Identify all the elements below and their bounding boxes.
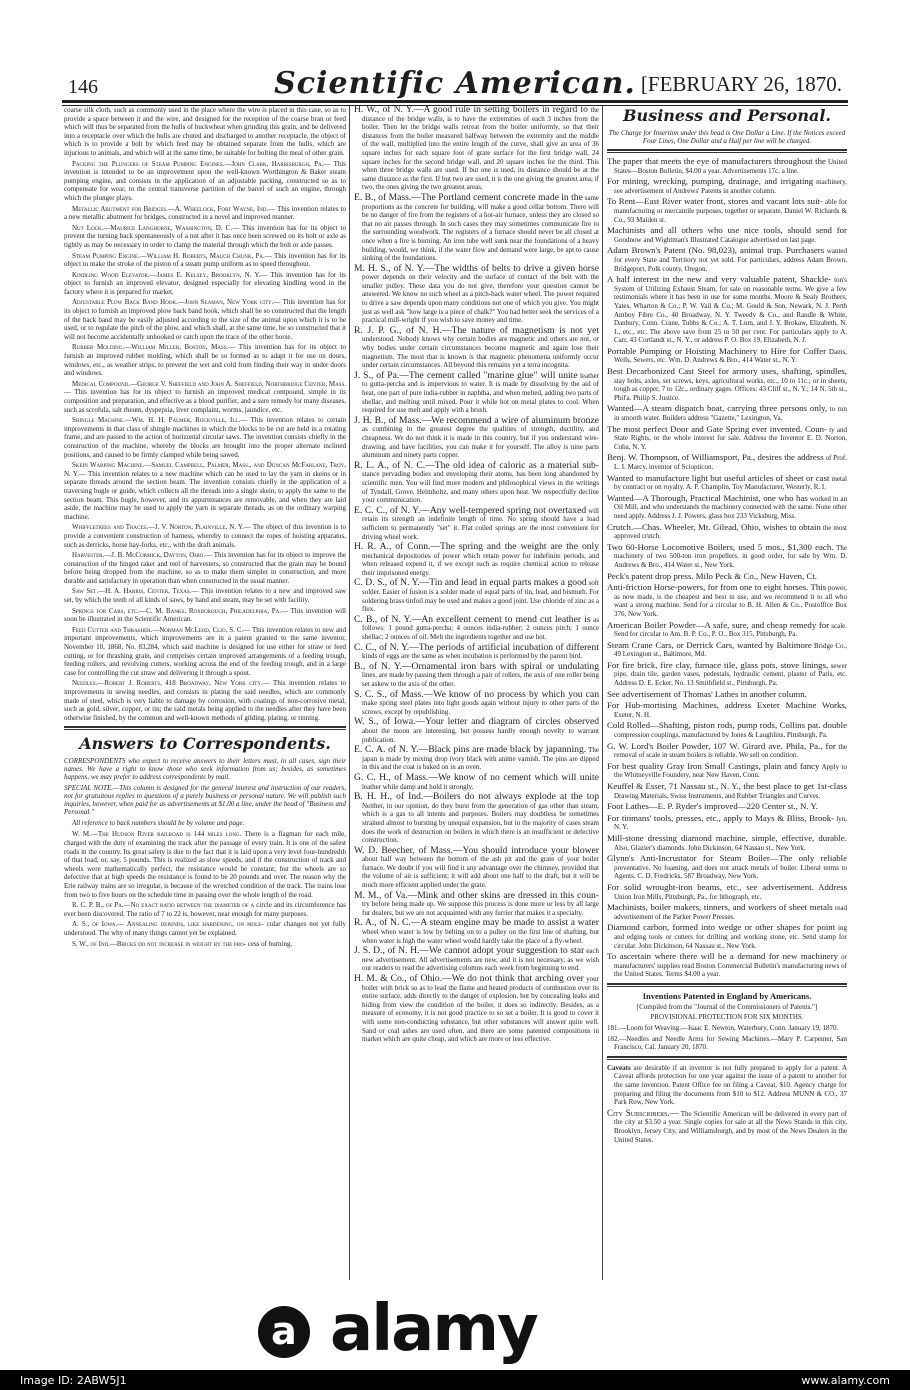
business-notice-text: lyn, N. Y. — [614, 814, 848, 832]
city-lead: City Subscribers.— — [607, 1107, 679, 1118]
business-notice-text: power, as now made, is the cheapest and best in use, and we recommend it to all who want a strong machine. Send for a circular to B. H. Allen & Co., Postoffice Box 376, New York. — [614, 584, 848, 618]
answer-correspondent: B., of N. Y.—Ornamental iron bars with spiral or undulating — [354, 660, 599, 672]
business-notice-lead: Machinists and all others who use nice tools, should send for — [607, 225, 847, 236]
answer-correspondent: H. M. & Co., of Ohio.—We do not think that arching over — [354, 973, 584, 984]
business-notice-lead: For solid wrought-iron beams, etc., see advertisement. Address — [607, 881, 847, 892]
column-divider — [602, 106, 603, 1280]
business-notice-text: United States—Boston Bulletin, $4.00 a year. Advertisements 17c. a line. — [614, 158, 848, 175]
business-notice-text: ty and State Rights, or the whole interest for sale. Address the Inventor E. D. Norton, Cuba, N. Y. — [614, 425, 847, 451]
patent-claim-text: This invention has for its object to furnish an improved medical compound, simple in its composition and preparation, and effective as a blood purifier, and a sure remedy for many diseases, such as scrofula, salt rheum, dyspepsia, liver complaint, worms, jaundice, etc. — [64, 388, 346, 414]
caveats-paragraph — [607, 1064, 847, 1107]
patent-claim-title: Feed Cutter and Thrasher.—Norman McLeod, Clio, S. C.— — [72, 625, 251, 634]
business-notice — [607, 543, 847, 570]
patent-claim-title: Medical Compound.—George V. Sheffield and John A. Sheffield, Northbridge Center, Mass.— — [64, 379, 346, 397]
answer — [354, 660, 599, 689]
business-notice — [607, 742, 847, 760]
business-notice-lead: Crutch.—Chas. Wheeler, Mt. Gilead, Ohio, wishes to obtain — [607, 521, 821, 532]
business-notice-lead: Wanted—A steam dispatch boat, carrying three persons only, — [607, 403, 828, 414]
business-notice — [607, 814, 847, 832]
page-header — [62, 62, 848, 100]
answer-correspondent: S. W., of Ind.—Bricks do not increase in weight by the pro- — [72, 939, 246, 948]
business-notice-lead: For mining, wrecking, pumping, drainage, and irrigating — [607, 176, 814, 187]
business-notice-text: Union Iron Mills, Pittsburgh, Pa., for lithograph, etc. — [614, 892, 762, 901]
answer-text: make spring steel plates into light goods again without injury to other parts of the screws, except by republishing. — [362, 699, 599, 716]
business-notice-lead: The paper that meets the eye of manufacturers throughout the — [607, 156, 826, 166]
answer — [354, 504, 599, 541]
patent-claim — [64, 461, 346, 521]
answer — [354, 543, 599, 577]
business-notice-text: sewer pipe, drain tile, garden vases, pedestals, hydraulic cement, plaster of Paris, etc. Address D. E. Ecker, No. 13 Smithfield st., Pittsburgh, Pa. — [614, 661, 848, 688]
business-notice — [607, 157, 847, 175]
business-notice-text: scale. Send for circular to Am. B. P. Co., P. O., Box 315, Pittsburgh, Pa. — [614, 621, 847, 639]
newspaper-page — [62, 62, 848, 1290]
watermark-bar — [0, 1370, 910, 1390]
patent-claim — [64, 523, 346, 549]
answer-correspondent: W. D. Beecher, of Mass.—You should introduce your blower — [354, 844, 599, 856]
answer-correspondent: B. H. H., of Ind.—Boilers do not always explode at the top — [354, 791, 599, 803]
intro-paragraph: coarse silk cloth, such as commonly used in the place where the wire is placed in this case, so as to provide a space between it and the wire, and designed for the reception of the coarse bran or feed which will thus be separated from the hulls of buckwheat when grinding this grain, and be delivered into a receptacle over which the hulls are chuted and discharged to another receptacle, the object of which is to provide a bolt by which feed may be obtained separate from the hulls, which are injurious to animals, and which will at the same time, be suitable for bolting the meal of other grain. — [64, 106, 346, 157]
column-2 — [354, 106, 599, 1046]
patent-claim-text: This invention relates to a new and improved saw set, by which the teeth of all kinds of saws, by hand and steam, may be set with facility. — [64, 587, 346, 605]
patent-claim-title: Nut Lock.—Maurice Langhorne, Washington, D. C.— — [72, 223, 240, 232]
column-divider — [349, 106, 350, 1280]
answer-text: each new advertisement. All advertisements are new, and it is not necessary, as we wish our readers to read the advertising columns each week from beginning to end. — [362, 947, 600, 973]
patent-claim-title: Springs for Cars, etc.—C. M. Banks, Roxborough, Philadelphia, Pa.— — [72, 606, 288, 615]
answer-correspondent: E. C. C., of N. Y.—Any well-tempered spring not overtaxed — [354, 504, 587, 516]
business-notice — [607, 721, 847, 739]
answer — [354, 459, 599, 505]
patent-claim-text: The object of this invention is to provide a convenient construction of harness, whereby to connect the ropes of hoisting apparatus, such as derricks, horse hay-forks, etc., with the draft animals. — [64, 523, 346, 549]
business-notice — [607, 197, 847, 224]
business-notice — [607, 425, 847, 452]
patent-claim-text: This invention relates to a new metallic abutment for bridges, constructed in a novel and improved manner. — [64, 204, 347, 222]
patent-claim-title: Saw Set.—H. A. Harris, Center, Texas.— — [72, 587, 199, 596]
business-notice — [607, 701, 847, 719]
business-notice — [607, 802, 847, 812]
answer — [354, 191, 599, 263]
business-notice-text: Bridge Co., 49 Lexington st., Baltimore, Md. — [614, 641, 847, 659]
business-notice-lead: To Rent—East River water front, stores and vacant lots suit- — [607, 196, 823, 207]
patent-claim-title: Metallic Abutment for Bridges.—A. Wheelock, Fort Wayne, Ind.— — [72, 204, 276, 213]
answer-text: understood. Nobody knows why certain bodies are magnetic and others are not, or why bodies under certain circumstances become magnetic and again lose their magnetism. The most that is known is that magnetic phenomena uniformly occur under certain circumstances. All beyond this remains yet a terra incognita. — [362, 335, 599, 370]
patent-claim-text: This invention has for its object to furnish an improved rubber molding, which shall be so formed as to adapt it for use on doors, windows, etc., as weather strips, to prevent the wet and cold from finding their way in under doors and windows. — [64, 343, 347, 378]
business-notice — [607, 474, 847, 492]
answer-correspondent: R. A., of N. C.—A steam engine may be made to assist a water — [354, 917, 599, 929]
charge-note: The Charge for Insertion under this head is One Dollar a Line. If the Notices exceed Four Lines, One Dollar and a Half per line will be charged. — [608, 129, 846, 145]
answer-text: mechanical depositories of power which retain power for indefinite periods, and when released expend it, if we except such as require chemical action to release their imprisoned energy. — [362, 551, 599, 577]
patent-claim-title: Whiffletrees and Traces.—J. V. Norton, Plainville, N. Y.— — [72, 523, 251, 532]
answer-correspondent: C. D. S., of N. Y.—Tin and lead in equal parts makes a good — [354, 577, 587, 589]
business-notice-lead: Two 60-Horse Locomotive Boilers, used 5 mos., $1,300 each. — [607, 541, 834, 552]
business-notice — [607, 854, 847, 881]
business-notice — [607, 177, 847, 195]
business-notice — [607, 621, 847, 639]
patent-claim-text: This invention relates to new and important improvements, which improvements are in a patent granted to the same inventor, November 10, 1868, No. 83,284, which said machine is designed for use either for straw or feed cutting, or for thrashing grain, and comprises certain improved arrangements of a feeding trough, feeding rollers, and revolving cutters, working across the end of the feeding trough, and in a large case for controlling the cut straw and delivering it through a spout. — [64, 625, 346, 677]
business-notice-lead: Wanted—A Thorough, Practical Machinist, one who has — [607, 492, 808, 503]
page-number: 146 — [68, 76, 98, 98]
business-notice-text: the removal of scale in steam boilers is reliable. We sell on condition. — [614, 742, 848, 760]
answer-correspondent: H. W., of N. Y.—A good rule in setting boilers in regard to — [354, 104, 588, 115]
business-notice-text: Exeter, N. H. — [614, 710, 651, 719]
patent-claim — [64, 551, 346, 585]
patent-claim-title: Steam Pumping Engine.—William H. Roberts, Mauch Chunk, Pa.— — [72, 251, 272, 260]
column-1 — [64, 106, 346, 950]
answer-text: soft solder. Easier of fusion is a solder made of equal parts of tin, lead, and bismuth. For soldering brass tinfoil may be used and makes a good joint. Use chloride of zinc as a flux. — [362, 579, 599, 614]
answer-text: try before being made up. We suppose this process is done more or less by all large fur dealers, but we are not acquainted with any furrier that makes it a specialty. — [362, 900, 599, 917]
business-notice — [607, 952, 847, 979]
business-notice — [607, 367, 847, 402]
patent-claim — [64, 252, 346, 269]
patent-claim-text: This invention relates to certain improvements in that class of shingle machines in which the blocks to be cut are held in a rotating frame, and are passed to the action of horizontal circular saws. The invention consists chiefly in the construction of the machine, whereby the blocks are brought into the proper alternate inclined positions, and caused to be firmly clamped while being sawed. — [64, 416, 347, 459]
business-notice-text: ing and edging tools or cutters for drilling and working stone, etc. Send stamp for circular. John Dickinson, 64 Nassau st., New York. — [614, 924, 847, 950]
patent-claim — [64, 160, 346, 203]
business-notice — [607, 762, 847, 780]
alamy-logo: alamy — [330, 1292, 537, 1366]
answer — [354, 771, 599, 791]
business-notice-text: of Prof. L. I. Marcy, inventor of Sciopticon. — [614, 454, 847, 471]
business-notice — [607, 690, 847, 700]
business-notice-text: the most approved crutch. — [614, 523, 848, 541]
answer-text: Neither, in our opinion, do they burst from the generation of gas other than steam, which is a gas to all intents and purposes. Boilers may doubtless be sometimes strained almost to bursting by unequal expansion, but in the majority of cases steam does the work of destruction on boilers in which there is an insufficient or defective construction. — [362, 801, 599, 845]
section-rule — [607, 1056, 847, 1060]
answer — [354, 746, 599, 772]
answer — [354, 641, 599, 661]
answer-correspondent: E. C. A. of N. Y.—Black pins are made black by japanning. — [354, 744, 587, 756]
business-notice — [607, 583, 847, 618]
patent-claim-text: This invention has for its object to furnish an improved elevator, designed especially for elevating kindling wood in the factory where it is prepared for market. — [64, 270, 347, 296]
answer-text: The japan is made by mixing drop ivory black with anime varnish. The pins are dipped in this and the coat is baked on in an oven. — [362, 746, 599, 772]
business-notice-lead: Peck's patent drop press. Milo Peck & Co., New Haven, Ct. — [607, 570, 817, 581]
answer — [354, 262, 599, 325]
masthead: Scientific American. — [274, 66, 636, 101]
business-notice-text: Dams, Wells, Sewers, etc. Wm. D. Andrews & Bro., 414 Water st., N. Y. — [614, 347, 848, 365]
business-notice-text: stay bolts, axles, set screws, keys, agricultural works, etc., 10 to 11c.; or in sheets, tough as copper, 7 to 12c., ordinary gages. Offices: 43 Cliff st., N. Y.; 14 N. 5th st., Phil'a. Philip S. Justice. — [614, 376, 847, 402]
answer-correspondent: J. S. D., of N. H.—We cannot adopt your suggestion to star — [354, 945, 585, 957]
business-notice-lead: To ascertain where there will be a demand for new machinery — [607, 951, 839, 962]
answer-correspondent: R. L. A., of N. C.—The old idea of caloric as a material sub- — [354, 459, 599, 471]
answer-correspondent: J. S., of Pa.—The cement called "marine glue" will unite — [354, 369, 578, 381]
business-notice-lead: American Boiler Powder—A safe, sure, and cheap remedy for — [607, 619, 830, 630]
answer — [354, 688, 599, 717]
business-notice-lead: Foot Lathes—E. P. Ryder's improved—220 Center st., N. Y. — [607, 801, 818, 812]
watermark-site: www.alamy.com — [801, 1374, 890, 1387]
business-notice-lead: Keuffel & Esser, 71 Nassau st., N. Y., the best place to get 1st-class — [607, 781, 847, 791]
answer — [354, 919, 599, 945]
answer-correspondent: W. S., of Iowa.—Your letter and diagram of circles observed — [354, 716, 599, 728]
patent-entry: 182.—Needles and Needle Arms for Sewing Machines.—Mary P. Carpenter, San Francisco, Cal. January 20, 1870. — [607, 1034, 847, 1052]
answer-text: There is a flagman for each mile, charged with the duty of examining the track after the passage of every train. It is one of the safest roads in the country. Its great safety is due to the fact that it is laid upon a very level four-hundredth of that load, or, say, 5 pounds. This is realized as slow speeds, and if the construction of track and wheels were mathematically perfect, the resistance would be constant; but the wheels are so defective that at high speeds the resistance is found to be 20 pounds and over. The reason why the Erie railway trains are so irregular, is because of the wretched condition of the track. The trains lose from two to five hours on the schedule time in passing over the whole length of the road. — [64, 830, 346, 899]
patent-claim-title: Adjustable Plow Back Band Hook.—John Seaman, New York city.— — [72, 298, 281, 307]
issue-date: [FEBRUARY 26, 1870. — [640, 72, 842, 96]
patent-claim-title: Kindling Wood Elevator.—James E. Kelsey, Brooklyn, N. Y.— — [72, 270, 268, 279]
answer-text: cess of burning. — [247, 939, 293, 948]
business-notice-lead: Glynn's Anti-Incrustator for Steam Boiler—The only reliable — [607, 853, 847, 864]
answer-correspondent: R. C. P. B., of Pa.—No exact ratio between the diameter of a — [72, 901, 255, 910]
answer-text: about half way between the bottom of the ash pit and the grate of your boiler furnace. We doubt if you will find it any advantage over the chimney, provided that the volume of air is sufficient; it will add about one half to the draft, but it will be much more efficient applied under the grate. — [362, 855, 599, 890]
answer-text: cular changes not yet fully understood. The why of many things cannot yet be explained. — [64, 920, 346, 937]
business-notice-lead: For fire brick, fire clay, furnace tile, glass pots, stove linings, — [607, 659, 829, 670]
patent-claim-text: This invention has for its object to furnish an improved plow back band hook, which shall be so constructed that the length of the back band may be easily adjusted according to the size of the animal upon which it is to be used, or to regulate the pitch of the plow, and which shall, at the same time, be so constructed that it will not become accidentally unhooked or catch upon the trace of the other horse. — [64, 298, 347, 341]
business-notice-lead: The most perfect Door and Gate Spring ever invented. Coun- — [607, 423, 827, 434]
patent-claim — [64, 271, 346, 297]
business-notice-text: compression couplings, manufactured by Jones & Laughlins, Pittsburgh, Pa. — [614, 731, 828, 740]
answer-text: kinds of eggs are the same as when incubation is performed by the parent bird. — [362, 652, 583, 661]
answer-correspondent: M. H. S., of N. Y.—The widths of belts to drive a given horse — [354, 262, 599, 274]
patent-claim-title: Skein Warping Machine.—Samuel Campbell, Palmer, Mass., and Duncan McFarlane, Troy, N. Y.— — [64, 461, 346, 478]
answer-correspondent: C. C., of N. Y.—The periods of artificial incubation of different — [354, 641, 599, 653]
business-notice-text: Goodnow and Wightman's Illustrated Catalogue advertised on last page. — [614, 235, 817, 244]
patents-source: [Compiled from the "Journal of the Commissioners of Patents."] — [636, 1002, 818, 1011]
business-notice-text: metal by contract or on royalty. A. F. Champlin, Toy Manufacturer, Westerly, R. I. — [614, 474, 847, 492]
answer-text: about the moon are interesting, but possess hardly enough novelty to warrant publication. — [362, 726, 599, 744]
business-notice-text: worked in an Oil Mill, and who understands the machinery connected with the same. None other need apply. Address J. J. Powers, glass box 233 Vicksburg, Miss. — [614, 494, 848, 520]
answer-text: will retain its strength an indefinite length of time. No spring should have a load sufficient to permanently "set" it. Flat coiled springs are the most convenient for driving wheel work. — [362, 506, 599, 541]
answer-correspondent: A. S., of Iowa.— Annealing depends, like hardening, on mole- — [72, 920, 264, 929]
business-notice-text: wanted for every State and Territory not yet sold. For particulars, address Adam Brown, Bridgeport, Polk county, Oregon. — [614, 247, 847, 273]
business-notice-lead: Steam Crane Cars, or Derrick Cars, wanted by Baltimore — [607, 639, 812, 650]
caveats-lead: Caveats — [607, 1063, 631, 1072]
business-notice-text: read advertisement of the Parker Power Presses. — [614, 904, 847, 921]
answer — [64, 830, 346, 899]
patent-claim-title: Packing the Plungers of Steam Pumping Engines.—John Clark, Harrisburgh, Pa.— — [72, 159, 331, 168]
business-notice — [607, 494, 847, 521]
answer — [354, 947, 599, 973]
patent-claim — [64, 380, 346, 414]
answer — [354, 975, 599, 1044]
patent-entry: 181.—Loom for Weaving.—Isaac E. Newton, Waterbury, Conn. January 19, 1870. — [607, 1024, 839, 1033]
patent-claim — [64, 343, 346, 377]
business-notice-lead: Cold Rolled—Shafting, piston rods, pump rods, Collins pat. double — [607, 720, 847, 731]
answer-correspondent: H. R. A., of Conn.—The spring and the weight are the only — [354, 541, 599, 553]
business-notice-lead: Portable Pumping or Hoisting Machinery to Hire for Coffer — [607, 345, 827, 356]
answer-correspondent: E. B., of Mass.—The Portland cement concrete made in the — [354, 191, 583, 203]
business-notice — [607, 883, 847, 901]
business-notice — [607, 226, 847, 244]
business-notice-lead: G. W. Lord's Boiler Powder, 107 W. Girard ave. Phila, Pa., for — [607, 740, 836, 751]
answer-text: as follows: 1 pound gutta-percha; 4 ounces india-rubber; 2 ounces pitch; 1 ounce shellac; 2 ounces of oil. Melt the ingredients together and use hot. — [362, 615, 600, 642]
answers-heading: Answers to Correspondents. — [79, 734, 331, 754]
business-notice — [607, 834, 847, 852]
business-notice-lead: Best Decarbonized Cast Steel for armory uses, shafting, spindles, — [607, 366, 847, 377]
business-notice-lead: Wanted to manufacture light but useful articles of sheet or cast — [607, 472, 830, 483]
answer — [354, 889, 599, 918]
answer-text: circle and its circumference has ever been discovered. The ratio of 7 to 22 is, however, near enough for many purposes. — [64, 901, 346, 918]
patent-claim — [64, 416, 346, 459]
business-notice — [607, 923, 847, 950]
patent-claim-text: This invention has for its object to improve the construction of the hinged raker and reel of harvesters, so constructed that the grain may be bound before being dropped from the machine, so as to make them simpler in construction, and more durable and satisfactory in operation than when constructed in the usual manner. — [64, 551, 347, 585]
patent-claim — [64, 607, 346, 624]
business-notice — [607, 661, 847, 688]
patent-claim-text: This invention has for its object to make the stroke of the piston of a steam pump uniform as to speed throughout. — [64, 251, 346, 269]
answer — [354, 718, 599, 744]
business-heading: Business and Personal. — [623, 106, 831, 125]
business-notice-text: ton's System of Utilizing Exhaust Steam, for sale on reasonable terms. We give a few testimonials where it has been in use for some months. Moore & Sealy Brothers; Yates, Wharton & Co.; P. W. Vail & Co.; M. Gould & Son, Newark, N. J. Perth Amboy Fibre Co., 40 Broadway, N. Y. Tweedy & Co., and Randle & White, Danbury, Conn. Crane, Tubbs & Co.; A. T. Lum, and J. Y. Brokaw, Elizabeth, N. J., etc., etc. The above save from 25 to 50 per cent. For particulars apply to A. Carr, 43 Cortlandt st., N. Y., or address P. O. Box 19, Elizabeth, N. J. — [614, 276, 847, 345]
business-notice-text: Also, Glazier's diamonds. John Dickinson, 64 Nassau st., New York. — [614, 843, 806, 852]
business-notice-text: or manufacturers' supplies read Boston Commercial Bulletin's manufacturing news of the United States. Terms $4.00 a year. — [614, 953, 848, 979]
patent-claim-text: This invention is intended to be an improvement upon the well-known Worthington & Baker steam pumping engine, and consists in the application of an adjustable packing, constructed so as to compensate for wear, to the central transverse partition of the barrel of such an engine, through which the plunger plays. — [64, 159, 347, 202]
answer-text: power depends on their velocity and the surface of contact of the belt with the smaller pulley. These data you do not give, therefore your question cannot be answered. We know no such wheel as a pitch-back water wheel. The power required to drive a saw depends upon many conditions not one of which you give. You might just as well ask "how large is a piece of chalk?" You had better seek the services of a practical mill-wright if you wish to save money and time. — [362, 273, 599, 325]
business-notice — [607, 275, 847, 345]
business-notice — [607, 523, 847, 541]
answer-correspondent: J. H. B., of Mass.—We recommend a wire of aluminum bronze — [354, 414, 599, 426]
answer-correspondent: M. M., of Va.—Mink and other skins are dressed in this coun- — [354, 889, 599, 901]
city-subscribers-paragraph — [607, 1109, 847, 1144]
business-notice-lead: See advertisement of Thomas' Lathes in another column. — [607, 688, 807, 699]
patent-claim — [64, 626, 346, 678]
business-notice-lead: A half interest in the new and very valuable patent, Shackle- — [607, 274, 832, 285]
patent-claim-title: Harvester.—J. B. McCormick, Dayton, Ohio.— — [72, 551, 212, 560]
patent-claim — [64, 224, 346, 250]
patent-claim-title: Needles.—Robert J. Roberts, 418 Broadway, New York city.— — [72, 679, 270, 688]
patent-claim-title: Rubber Molding.—William Miller, Boston, Mass.— — [72, 343, 236, 352]
answer-text: your boiler with brick so as to lead the flame and heated products of combustion over its entire surface, adds directly to the danger of explosion, but by concealing leaks and hiding from view the condition of the boiler, it does so indirectly. Besides, as a measure of economy, it is not good practice to so set a boiler. It is good to cover it with some non-conducting substance, but other substances will answer quite well. Sand or coal ashes are used often, and there are some patented compositions in market which are quite cheap, and which are more or less effective. — [362, 975, 600, 1044]
answer-text: lines, are made by passing them through a pair of rollers, the axis of one roller being set askew to the axis of the other. — [362, 671, 599, 688]
business-notice-lead: Diamond carbon, formed into wedge or other shapes for point — [607, 922, 836, 933]
answer — [354, 324, 599, 370]
answer-text: same proportions as the concrete for building, will make a good cellar bottom. There will be no danger of fire from the registers of a hot-air furnace, unless they are closed so that no air passes through. In such cases they may sometimes communicate fire to the surrounding woodwork. The registers of a furnace should never be all closed at once when a fire is burning. An iron tube well sunk near the foundations of a heavy building, would, we think, if the water flow and demand were large, be apt to cause sinking of the foundations. — [362, 193, 599, 263]
patent-claim — [64, 679, 346, 722]
watermark-area — [0, 1290, 910, 1370]
business-notice-text: Apply to the Whitneyville Foundery, near New Haven, Conn. — [614, 762, 848, 780]
patent-claim-text: This invention relates to improvements in sewing needles, and consists in plating the said needles, which are commonly made of steel, which is very liable to damage by corrosion, with coatings of non-corrosive metal, such as gold, silver, copper, or tin; the said metals being applied to the needles after they have been otherwise finished, by the common and well-known methods of gilding, plating, or tinning. — [64, 679, 346, 722]
business-notice — [607, 572, 847, 582]
section-rule — [607, 149, 847, 153]
answer — [64, 920, 346, 937]
alamy-logo-icon: a — [258, 1306, 310, 1358]
answer — [354, 106, 599, 192]
business-notice-lead: Adam Brown's Patent (No. 98,023), animal trap. Purchasers — [607, 245, 825, 256]
answer-text: stance pervading bodies and enveloping their atoms, has been long abandoned by scientific men. You will find more modern and philosophical views in the writings of Tyndall, Grove, Helmholtz, and many others upon heat. We respectfully decline your communication. — [362, 470, 599, 505]
caveats-text: are desirable if an inventor is not fully prepared to apply for a patent. A Caveat affords protection for one year against the issue of a patent to another for the same invention. Patent Office fee on filing a Caveat, $10. Agency charge for preparing and filing the documents from $10 to $12. Address MUNN & CO., 37 Park Row, New York. — [614, 1063, 847, 1107]
section-rule — [607, 983, 847, 987]
business-notice — [607, 246, 847, 273]
business-notice-text: preventative. No foaming, and does not attack metals of boiler. Liberal terms to Agents. C. D. Fredricks, 587 Broadway, New York. — [614, 863, 847, 881]
business-notice — [607, 903, 847, 921]
answer-correspondent: C. B., of N. Y.—An excellent cement to mend cut leather is — [354, 613, 591, 625]
patent-claim — [64, 587, 346, 604]
business-notice-text: The machinery of two 500-ton iron propellers, in good order, for sale by Wm. D. Andrews & Bro., 414 Water st., New York. — [614, 543, 848, 569]
business-notice-text: machinery, see advertisement of Andrews' Patents in another column. — [614, 178, 847, 195]
answer — [64, 901, 346, 918]
answer-text: as combining in the greatest degree the qualities of strength, ductility, and cheapness. We do not think it is made in this country, but if you understand wire-drawing, and have facilities, you can make it for yourself. The alloy is nine parts aluminum and ninety parts copper. — [362, 425, 599, 460]
business-notice-lead: For tinmans' tools, presses, etc., apply to Mays & Bliss, Brook- — [607, 812, 835, 823]
answer — [354, 844, 599, 890]
answer-text: leather while damp and hold it strongly. — [362, 782, 474, 791]
business-notice-lead: Machinists, boiler makers, tinners, and workers of sheet metals — [607, 902, 833, 913]
answer — [354, 369, 600, 415]
business-notice-lead: Benj. W. Thompson, of Williamsport, Pa., desires the address — [607, 452, 824, 463]
business-notice — [607, 782, 847, 800]
business-notice-lead: For Hub-mortising Machines, address Exeter Machine Works, — [607, 700, 847, 711]
patent-claim — [64, 298, 346, 341]
patents-subheading: PROVISIONAL PROTECTION FOR SIX MONTHS. — [650, 1013, 804, 1022]
image-id: Image ID: 2ABW5J1 — [20, 1374, 127, 1387]
patent-claim-text: This invention will soon be illustrated in the Scientific American. — [64, 606, 346, 624]
answer-correspondent: G. C. H., of Mass.—We know of no cement which will unite — [354, 771, 599, 783]
answer — [354, 414, 599, 460]
business-notice-lead: Mill-stone dressing diamond machine, simple, effective, durable. — [607, 832, 847, 843]
correspondents-notice: CORRESPONDENTS who expect to receive answers to their letters must, in all cases, sign their names. We have a right to know those who seek information from us; besides, as sometimes happens, we may prefer to address correspondents by mail. — [64, 757, 346, 782]
answer — [354, 613, 600, 642]
business-notice-lead: Anti-friction Horse-powers, for from one to eight horses. This — [607, 582, 827, 593]
patent-claim-text: This invention relates to a new machine which can be used to lay the yarn in skeins or in separate threads around the section beam. The invention consists chiefly in the application of a traversing bugle or guide, which collects all the threads into a single skein, to apply the same to the section beam. This bugle, however, and its appurtenances are removable, and when they are laid aside, the machine may be used to apply the yarn in separate threads, as on the ordinary warping machine. — [64, 469, 347, 521]
reference-note: All reference to back numbers should be by volume and page. — [72, 819, 245, 828]
patent-claim-text: This invention has for its object to prevent the turning back spontaneously of a nut after it has once been screwed on its bolt or axle as tightly as may be necessary in order to clamp the material through which the bolt or axle passes. — [64, 223, 347, 249]
business-notice-text: to run in smooth water. Builders address "Gazette," Lexington, Va. — [614, 405, 848, 423]
patent-claim — [64, 205, 346, 222]
answer-text: wheel when water is low by belting on to a pulley on the first line of shafting, but when water is high the water wheel would hardly take the place of a fly-wheel. — [362, 928, 599, 945]
answer-correspondent: R. J. P. G., of N. H.—The nature of magnetism is not yet — [354, 324, 599, 336]
answer — [354, 579, 599, 613]
answer-text: leather to gutta-percha and is impervious to water. It is made by dissolving by the aid of heat, one part of pure india-rubber in naphtha, and when melted, adding two parts of shellac, and melting until mixed. Pour it while hot on metal plates to cool. When required for use melt and apply with a brush. — [362, 371, 600, 415]
answer — [354, 793, 599, 845]
business-notice-text: Drawing Materials, Swiss Instruments, and Rubber Triangles and Curves. — [614, 791, 821, 800]
section-rule — [64, 726, 346, 730]
business-notice — [607, 347, 847, 365]
answer-correspondent: W. M.—The Hudson River railroad is 144 miles long. — [72, 830, 242, 839]
answer-correspondent: S. C. S., of Mass.—We know of no process by which you can — [354, 688, 599, 700]
business-notice — [607, 453, 847, 471]
business-notice — [607, 404, 847, 422]
special-note: SPECIAL NOTE.—This column is designed for the general interest and instruction of our readers, not for gratuitous replies to questions of a purely business or personal nature. We will publish such inquiries, however, when paid for as advertisements at $1.00 a line, under the head of "Business and Personal." — [64, 784, 346, 817]
city-text: The Scientific American will be delivered in every part of the city at $3.50 a year. Single copies for sale at all the News Stands in this city, Brooklyn, Jersey City, and Williamsburgh, and by most of the News Dealers in the United States. — [614, 1109, 847, 1144]
column-3 — [607, 106, 847, 1146]
answer-text: the distance of the bridge walls, is to have the extremities of each 3 inches from the boiler. Then let the bridge walls retreat from the boiler uniformly, so that their distances from the boiler measured halfway between the extremity and the middle of the wall, multiplied into the entire length of the curve, shall give an area of 36 square inches for each square foot of grate surface for the first bridge wall, 24 square inches for the second bridge wall, and 20 square inches for the third. This when three bridge walls are used. If but one is used, its distance should be at the same distance as the first. If but two are used, it is the one giving the greatest area; if two, the ones giving the two greatest areas. — [362, 106, 599, 192]
patents-heading: Inventions Patented in England by Americans. — [642, 990, 812, 1001]
answer — [64, 940, 346, 949]
business-notice — [607, 641, 847, 659]
business-notice-text: able for manufacturing or mercantile purposes, together or separate. Daniel W. Richards & Co., 93 Maiden st. — [614, 198, 848, 224]
patent-claim-title: Shingle Machine.—Wm. H. H. Palmer, Rockville, Ill.— — [72, 416, 248, 425]
business-notice-lead: For best quality Gray Iron Small Castings, plain and fancy — [607, 760, 820, 771]
